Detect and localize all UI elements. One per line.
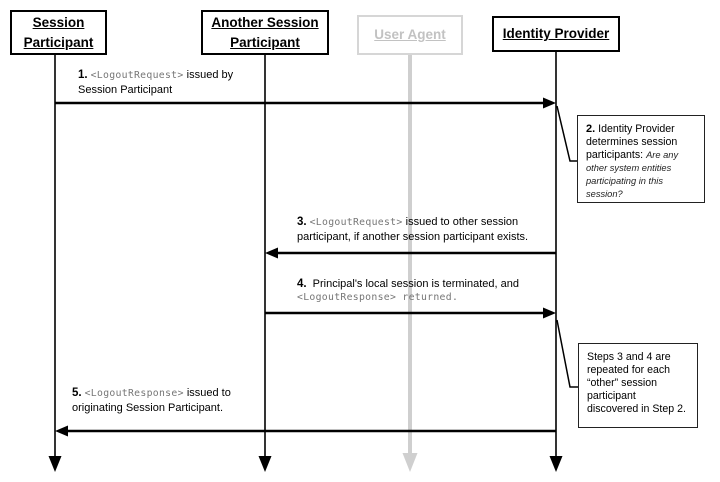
lifeline-end-user-agent-icon <box>403 453 418 472</box>
actor-label: Another Session Participant <box>211 14 319 50</box>
message-1-text: issued by <box>183 69 234 81</box>
message-5-line1 <box>72 386 302 401</box>
arrowhead-msg4-right-icon <box>543 308 556 319</box>
note-step-2 <box>577 115 705 203</box>
message-3-line1 <box>297 215 557 230</box>
actor-another-session-participant <box>201 10 329 55</box>
message-1-label <box>78 68 308 97</box>
message-3-number: 3. <box>297 216 307 228</box>
actor-label: Identity Provider <box>502 26 610 42</box>
message-3-line2: participant, if another session participant exists. <box>297 231 529 243</box>
arrowhead-msg5-left-icon <box>55 426 68 437</box>
message-5-label <box>72 386 302 415</box>
actor-user-agent <box>357 15 463 55</box>
note2-connector <box>557 106 577 161</box>
note-2-number: 2. <box>586 123 596 135</box>
actor-label: Session Participant <box>23 14 94 50</box>
note-steps-3-4 <box>578 343 698 428</box>
message-3-element: <LogoutRequest> <box>309 217 403 228</box>
message-1-element: <LogoutRequest> <box>90 70 184 81</box>
lifeline-end-another-session-participant-icon <box>259 456 272 472</box>
message-1-number: 1. <box>78 69 88 81</box>
message-4-line1 <box>297 277 567 291</box>
arrowhead-msg3-left-icon <box>265 248 278 259</box>
message-3-label <box>297 215 557 244</box>
actor-label: User Agent <box>374 27 446 43</box>
note-2-text: Identity Provider determines session participants: <box>586 123 678 161</box>
lifeline-end-session-participant-icon <box>49 456 62 472</box>
message-5-element: <LogoutResponse> <box>84 388 184 399</box>
message-1-line2: Session Participant <box>78 84 173 96</box>
note-2-question: Are any other system entities participating in this session? <box>586 150 679 199</box>
actor-identity-provider <box>492 16 620 52</box>
note-34-text: Steps 3 and 4 are repeated for each “other” session participant discovered in Step 2. <box>587 351 686 415</box>
message-5-number: 5. <box>72 387 82 399</box>
message-1-line1 <box>78 68 308 83</box>
message-3-text: issued to other session <box>402 216 519 228</box>
message-4-label <box>297 277 567 305</box>
message-5-text: issued to <box>183 387 231 399</box>
message-4-line2: <LogoutResponse> returned. <box>297 292 459 303</box>
actor-session-participant <box>10 10 107 55</box>
message-5-line2: originating Session Participant. <box>72 402 224 414</box>
lifeline-end-identity-provider-icon <box>550 456 563 472</box>
arrowhead-msg1-right-icon <box>543 98 556 109</box>
note34-connector <box>557 320 578 387</box>
message-4-text: Principal's local session is terminated, and <box>309 278 519 290</box>
message-4-number: 4. <box>297 278 307 290</box>
